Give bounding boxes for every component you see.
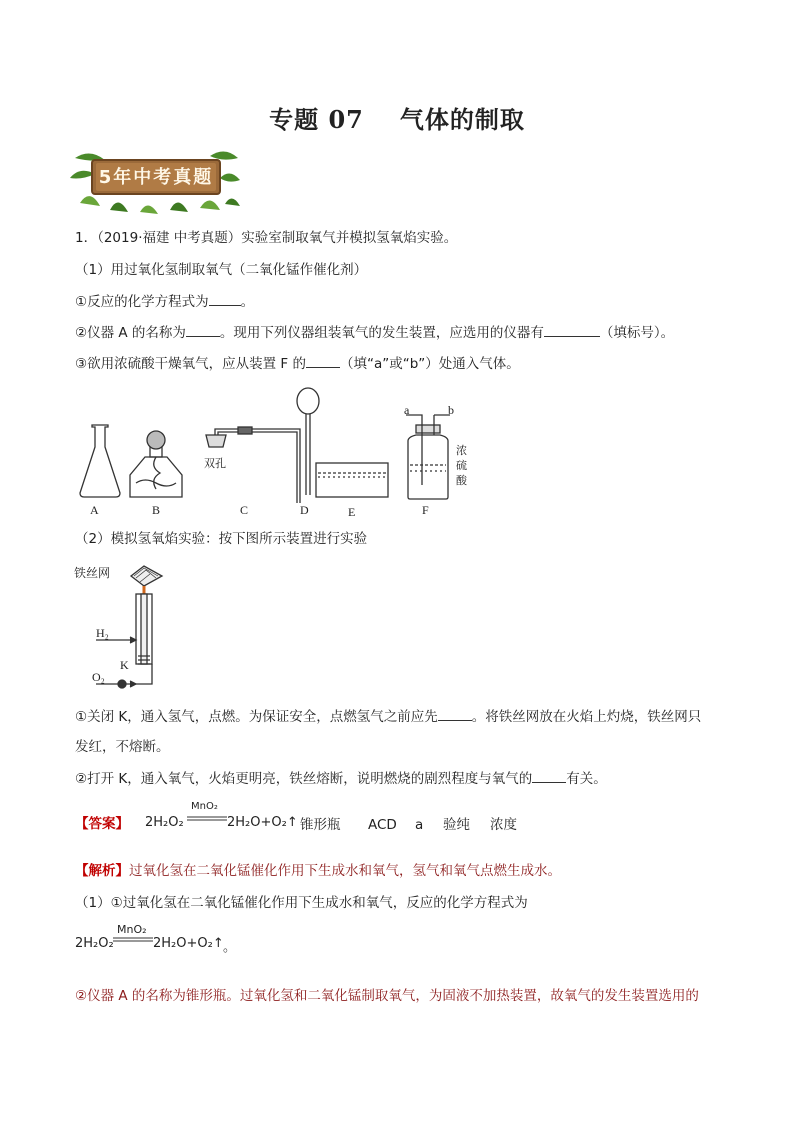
question-part1: （1）用过氧化氢制取氧气（二氧化锰作催化剂） (75, 262, 368, 278)
question-header: 1．（2019·福建 中考真题）实验室制取氧气并模拟氢氧焰实验。 (75, 230, 458, 246)
answer-row (75, 814, 129, 834)
label-a: A (90, 503, 99, 517)
gas-washing-bottle-icon (406, 415, 450, 499)
analysis-line-4: ②仪器 A 的名称为锥形瓶。过氧化氢和二氧化锰制取氧气，为固液不加热装置，故氧气的发生装置选用的 (75, 988, 699, 1004)
label-b: B (152, 503, 161, 517)
label-port-b: b (448, 403, 454, 417)
analysis-line-2: （1）①过氧化氢在二氧化锰催化作用下生成水和氧气，反应的化学方程式为 (75, 895, 528, 911)
equals-sign-icon (187, 816, 227, 822)
title-number: 专题 07 (269, 105, 364, 134)
equals-sign-icon (113, 937, 153, 943)
analysis-equation: 2H₂O₂ MnO₂ 2H₂O+O₂↑ 。 (75, 923, 237, 955)
label-port-a: a (404, 403, 410, 417)
analysis-label: 【解析】 (75, 863, 129, 879)
question-4: ①关闭 K，通入氢气，点燃。为保证安全，点燃氢气之前应先 。将铁丝网放在火焰上灼烧，铁丝网只 (75, 706, 701, 727)
question-4-cont: 发红，不熔断。 (75, 739, 170, 755)
label-c: C (240, 503, 249, 517)
badge-text: 5年中考真题 (98, 167, 214, 188)
conical-flask-icon (80, 425, 120, 497)
label-k: K (120, 658, 129, 672)
answer-blank[interactable] (209, 291, 241, 306)
label-sulfuric-acid: 浓 硫 酸 (456, 444, 467, 487)
alcohol-lamp-icon (130, 431, 182, 497)
answer-label: 【答案】 (75, 816, 129, 832)
label-o2: O₂ (92, 670, 105, 684)
answer-blank[interactable] (306, 353, 340, 368)
flame-figure (74, 560, 194, 695)
question-part2: （2）模拟氢氧焰实验：按下图所示装置进行实验 (75, 531, 368, 547)
answer-item: a (415, 817, 424, 833)
section-badge (70, 148, 240, 216)
answer-blank[interactable] (438, 706, 472, 721)
question-2: ②仪器 A 的名称为 。现用下列仪器组装氧气的发生装置，应选用的仪器有 （填标号）。 (75, 322, 674, 343)
answer-blank[interactable] (186, 322, 220, 337)
label-wire-mesh: 铁丝网 (74, 566, 111, 580)
question-3: ③欲用浓硫酸干燥氧气，应从装置 F 的 （填“a”或“b”）处通入气体。 (75, 353, 520, 374)
answer-item: ACD (368, 817, 397, 833)
label-h2: H₂ (96, 626, 109, 640)
label-f: F (422, 503, 429, 517)
analysis-intro: 【解析】过氧化氢在二氧化锰催化作用下生成水和氧气，氢气和氧气点燃生成水。 (75, 863, 561, 879)
label-double-hole: 双孔 (204, 457, 226, 470)
label-d: D (300, 503, 309, 517)
water-trough-icon (316, 463, 388, 497)
page-title (0, 100, 794, 135)
question-1: ①反应的化学方程式为 。 (75, 291, 254, 312)
valve-k-icon (118, 680, 126, 688)
apparatus-figure (70, 385, 490, 520)
answer-item: 验纯 (443, 817, 470, 833)
question-5: ②打开 K，通入氧气，火焰更明亮，铁丝熔断，说明燃烧的剧烈程度与氧气的 有关。 (75, 768, 607, 789)
answer-blank[interactable] (532, 768, 566, 783)
answer-item: 锥形瓶 (300, 817, 341, 833)
label-e: E (348, 505, 356, 519)
answer-item: 浓度 (490, 817, 517, 833)
title-topic: 气体的制取 (399, 105, 525, 134)
answer-blank[interactable] (544, 322, 600, 337)
